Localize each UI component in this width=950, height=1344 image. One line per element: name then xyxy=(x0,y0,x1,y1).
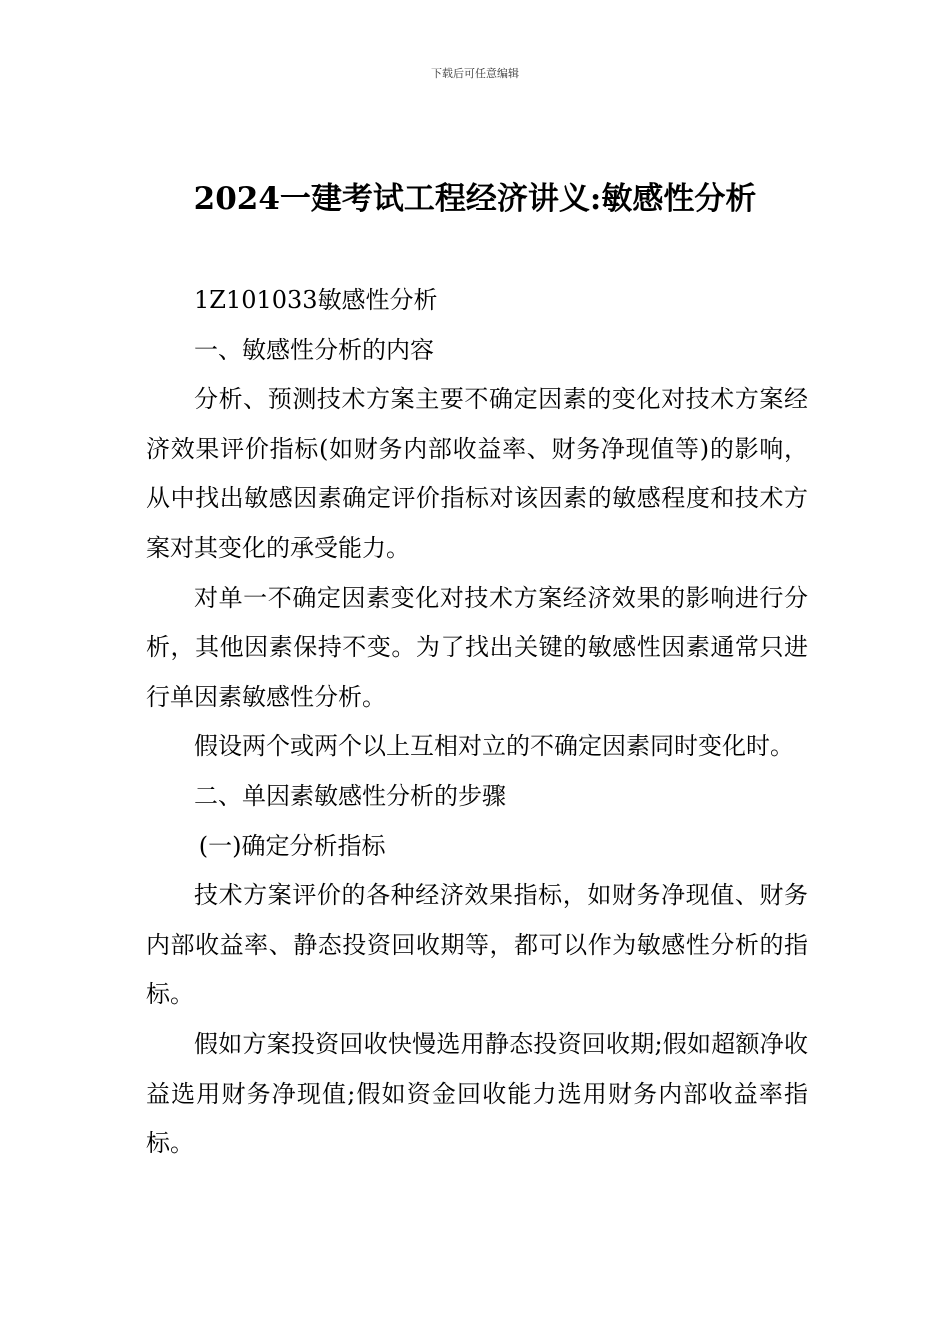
paragraph-single-factor: 对单一不确定因素变化对技术方案经济效果的影响进行分析，其他因素保持不变。为了找出关键的敏感性因素通常只进行单因素敏感性分析。 xyxy=(146,583,808,711)
subheading-indicator: (一)确定分析指标 xyxy=(198,831,386,860)
heading-content: 一、敏感性分析的内容 xyxy=(194,335,434,364)
section-code: 1Z101033敏感性分析 xyxy=(194,286,438,314)
paragraph-indicator-choice: 假如方案投资回收快慢选用静态投资回收期;假如超额净收益选用财务净现值;假如资金回收能力选用财务内部收益率指标。 xyxy=(146,1029,808,1158)
heading-steps: 二、单因素敏感性分析的步骤 xyxy=(194,781,506,810)
paragraph-multi-factor: 假设两个或两个以上互相对立的不确定因素同时变化时。 xyxy=(194,732,794,761)
paragraph-definition: 分析、预测技术方案主要不确定因素的变化对技术方案经济效果评价指标(如财务内部收益率、财务净现值等)的影响，从中找出敏感因素确定评价指标对该因素的敏感程度和技术方案对其变化的承受能力。 xyxy=(146,385,808,562)
paragraph-indicators: 技术方案评价的各种经济效果指标，如财务净现值、财务内部收益率、静态投资回收期等，都可以作为敏感性分析的指标。 xyxy=(146,881,808,1009)
document-title: 2024一建考试工程经济讲义:敏感性分析 xyxy=(193,181,757,217)
document-body xyxy=(146,276,808,1169)
header-note: 下载后可任意编辑 xyxy=(431,67,519,80)
